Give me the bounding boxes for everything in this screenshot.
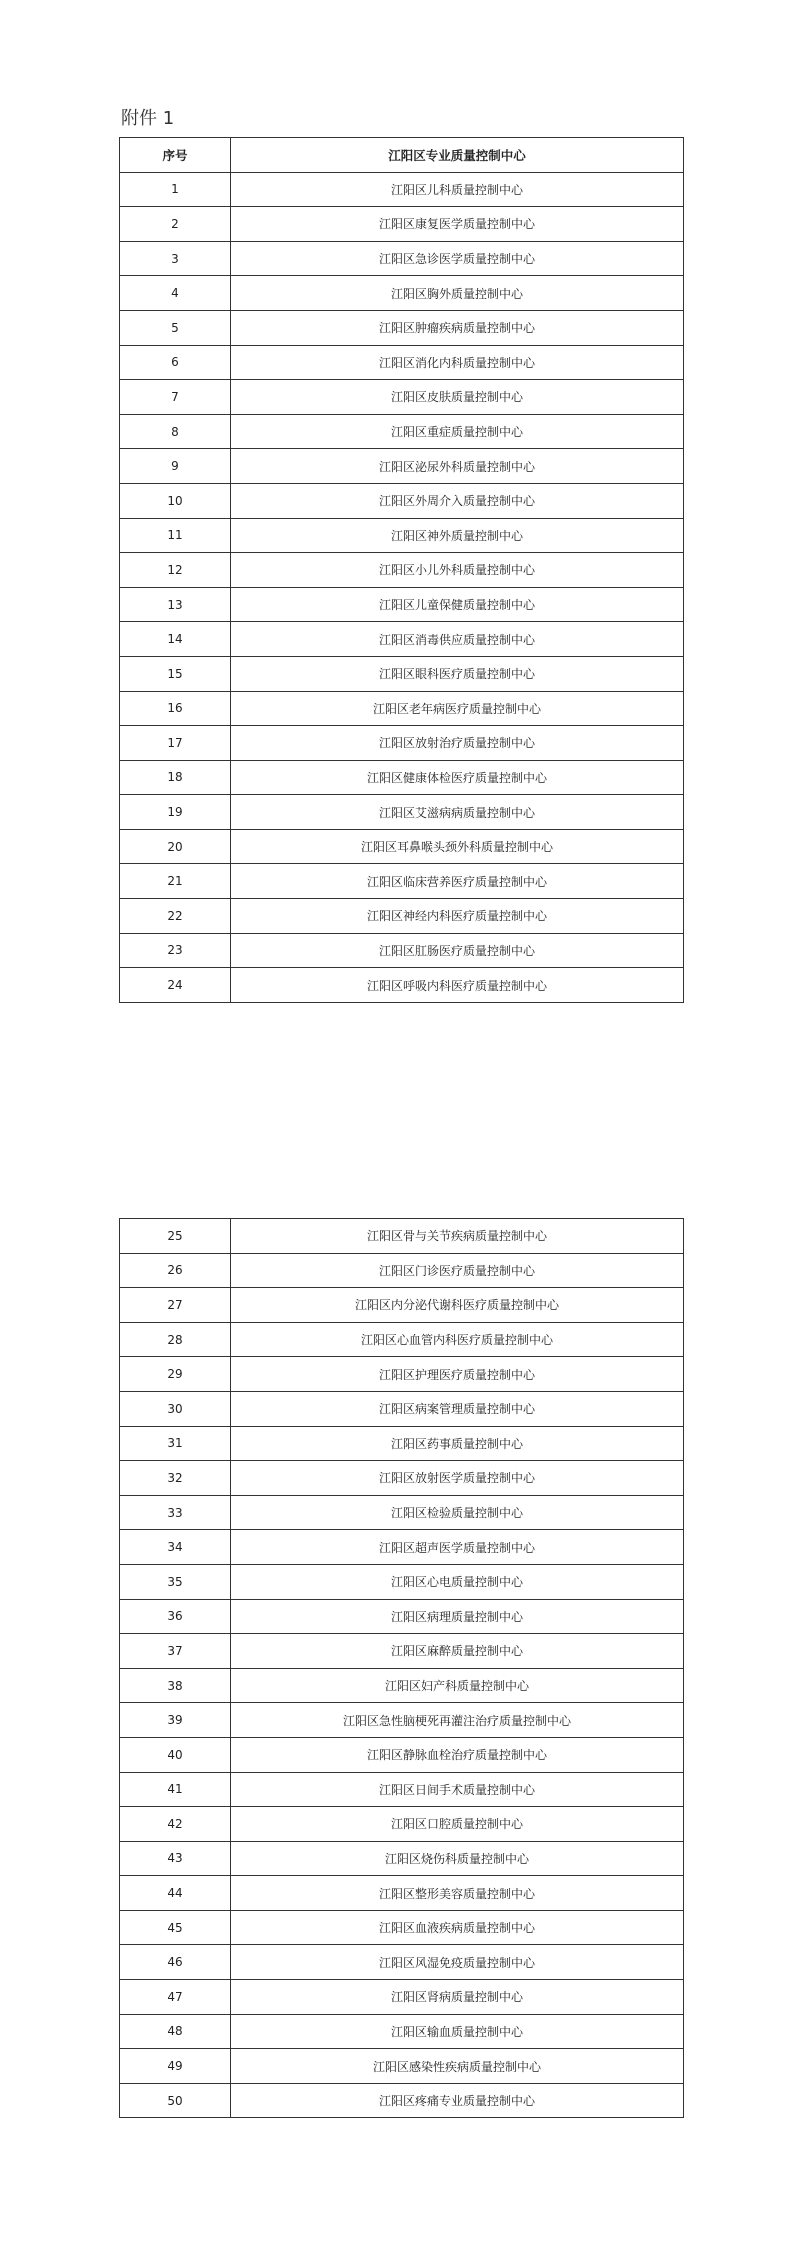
center-name-cell: 江阳区放射医学质量控制中心: [231, 1461, 684, 1496]
center-name-cell: 江阳区烧伤科质量控制中心: [231, 1841, 684, 1876]
quality-center-table-part-1: [119, 137, 684, 1003]
serial-number-cell: 27: [120, 1288, 231, 1323]
table-row: [120, 1530, 684, 1565]
table-header-row: [120, 138, 684, 173]
center-name-cell: 江阳区肾病质量控制中心: [231, 1980, 684, 2015]
table-row: [120, 864, 684, 899]
center-name-cell: 江阳区消化内科质量控制中心: [231, 345, 684, 380]
center-name-cell: 江阳区儿童保健质量控制中心: [231, 587, 684, 622]
table-row: [120, 449, 684, 484]
table-row: [120, 2083, 684, 2118]
serial-number-cell: 31: [120, 1426, 231, 1461]
table-row: [120, 587, 684, 622]
center-name-cell: 江阳区口腔质量控制中心: [231, 1807, 684, 1842]
table-row: [120, 2014, 684, 2049]
center-name-cell: 江阳区眼科医疗质量控制中心: [231, 656, 684, 691]
center-name-cell: 江阳区重症质量控制中心: [231, 414, 684, 449]
center-name-cell: 江阳区日间手术质量控制中心: [231, 1772, 684, 1807]
serial-number-cell: 9: [120, 449, 231, 484]
table-row: [120, 691, 684, 726]
center-name-cell: 江阳区检验质量控制中心: [231, 1495, 684, 1530]
serial-number-cell: 38: [120, 1668, 231, 1703]
serial-number-cell: 14: [120, 622, 231, 657]
table-row: [120, 1253, 684, 1288]
serial-number-cell: 48: [120, 2014, 231, 2049]
serial-number-cell: 11: [120, 518, 231, 553]
serial-number-cell: 49: [120, 2049, 231, 2084]
serial-number-cell: 32: [120, 1461, 231, 1496]
center-name-cell: 江阳区呼吸内科医疗质量控制中心: [231, 968, 684, 1003]
serial-number-cell: 22: [120, 899, 231, 934]
table-row: [120, 1461, 684, 1496]
serial-number-cell: 42: [120, 1807, 231, 1842]
serial-number-cell: 33: [120, 1495, 231, 1530]
center-name-cell: 江阳区小儿外科质量控制中心: [231, 553, 684, 588]
table-row: [120, 1910, 684, 1945]
center-name-cell: 江阳区神经内科医疗质量控制中心: [231, 899, 684, 934]
serial-number-cell: 36: [120, 1599, 231, 1634]
table-row: [120, 1703, 684, 1738]
serial-number-cell: 23: [120, 933, 231, 968]
header-serial-number: 序号: [120, 138, 231, 173]
table-row: [120, 1599, 684, 1634]
table-row: [120, 2049, 684, 2084]
center-name-cell: 江阳区风湿免疫质量控制中心: [231, 1945, 684, 1980]
serial-number-cell: 24: [120, 968, 231, 1003]
table-row: [120, 1668, 684, 1703]
serial-number-cell: 10: [120, 483, 231, 518]
center-name-cell: 江阳区疼痛专业质量控制中心: [231, 2083, 684, 2118]
table-row: [120, 241, 684, 276]
serial-number-cell: 4: [120, 276, 231, 311]
table-row: [120, 172, 684, 207]
table-row: [120, 829, 684, 864]
attachment-label: 附件 1: [121, 108, 175, 129]
table-row: [120, 518, 684, 553]
table-row: [120, 1841, 684, 1876]
center-name-cell: 江阳区康复医学质量控制中心: [231, 207, 684, 242]
serial-number-cell: 6: [120, 345, 231, 380]
serial-number-cell: 41: [120, 1772, 231, 1807]
serial-number-cell: 12: [120, 553, 231, 588]
table-row: [120, 968, 684, 1003]
center-name-cell: 江阳区骨与关节疾病质量控制中心: [231, 1219, 684, 1254]
table-row: [120, 1945, 684, 1980]
center-name-cell: 江阳区肛肠医疗质量控制中心: [231, 933, 684, 968]
center-name-cell: 江阳区皮肤质量控制中心: [231, 380, 684, 415]
center-name-cell: 江阳区耳鼻喉头颈外科质量控制中心: [231, 829, 684, 864]
center-name-cell: 江阳区艾滋病病质量控制中心: [231, 795, 684, 830]
serial-number-cell: 18: [120, 760, 231, 795]
center-name-cell: 江阳区感染性疾病质量控制中心: [231, 2049, 684, 2084]
center-name-cell: 江阳区麻醉质量控制中心: [231, 1634, 684, 1669]
serial-number-cell: 19: [120, 795, 231, 830]
center-name-cell: 江阳区门诊医疗质量控制中心: [231, 1253, 684, 1288]
center-name-cell: 江阳区药事质量控制中心: [231, 1426, 684, 1461]
center-name-cell: 江阳区内分泌代谢科医疗质量控制中心: [231, 1288, 684, 1323]
table-row: [120, 553, 684, 588]
serial-number-cell: 30: [120, 1391, 231, 1426]
center-name-cell: 江阳区老年病医疗质量控制中心: [231, 691, 684, 726]
center-name-cell: 江阳区外周介入质量控制中心: [231, 483, 684, 518]
table-row: [120, 310, 684, 345]
serial-number-cell: 34: [120, 1530, 231, 1565]
table-row: [120, 276, 684, 311]
center-name-cell: 江阳区神外质量控制中心: [231, 518, 684, 553]
center-name-cell: 江阳区静脉血栓治疗质量控制中心: [231, 1737, 684, 1772]
table-row: [120, 1219, 684, 1254]
serial-number-cell: 47: [120, 1980, 231, 2015]
center-name-cell: 江阳区病案管理质量控制中心: [231, 1391, 684, 1426]
table-row: [120, 1288, 684, 1323]
serial-number-cell: 8: [120, 414, 231, 449]
center-name-cell: 江阳区泌尿外科质量控制中心: [231, 449, 684, 484]
table-row: [120, 1322, 684, 1357]
serial-number-cell: 40: [120, 1737, 231, 1772]
table-row: [120, 1426, 684, 1461]
center-name-cell: 江阳区消毒供应质量控制中心: [231, 622, 684, 657]
serial-number-cell: 17: [120, 726, 231, 761]
serial-number-cell: 1: [120, 172, 231, 207]
serial-number-cell: 25: [120, 1219, 231, 1254]
serial-number-cell: 29: [120, 1357, 231, 1392]
serial-number-cell: 7: [120, 380, 231, 415]
center-name-cell: 江阳区超声医学质量控制中心: [231, 1530, 684, 1565]
table-row: [120, 1807, 684, 1842]
center-name-cell: 江阳区病理质量控制中心: [231, 1599, 684, 1634]
center-name-cell: 江阳区急诊医学质量控制中心: [231, 241, 684, 276]
table-row: [120, 1564, 684, 1599]
table-row: [120, 380, 684, 415]
serial-number-cell: 35: [120, 1564, 231, 1599]
table-row: [120, 1357, 684, 1392]
center-name-cell: 江阳区心电质量控制中心: [231, 1564, 684, 1599]
center-name-cell: 江阳区健康体检医疗质量控制中心: [231, 760, 684, 795]
serial-number-cell: 43: [120, 1841, 231, 1876]
table-row: [120, 207, 684, 242]
center-name-cell: 江阳区血液疾病质量控制中心: [231, 1910, 684, 1945]
serial-number-cell: 20: [120, 829, 231, 864]
serial-number-cell: 3: [120, 241, 231, 276]
table-row: [120, 483, 684, 518]
table-row: [120, 795, 684, 830]
table-row: [120, 656, 684, 691]
header-center-name: 江阳区专业质量控制中心: [231, 138, 684, 173]
center-name-cell: 江阳区放射治疗质量控制中心: [231, 726, 684, 761]
serial-number-cell: 5: [120, 310, 231, 345]
center-name-cell: 江阳区儿科质量控制中心: [231, 172, 684, 207]
center-name-cell: 江阳区急性脑梗死再灌注治疗质量控制中心: [231, 1703, 684, 1738]
center-name-cell: 江阳区整形美容质量控制中心: [231, 1876, 684, 1911]
serial-number-cell: 28: [120, 1322, 231, 1357]
serial-number-cell: 15: [120, 656, 231, 691]
serial-number-cell: 16: [120, 691, 231, 726]
table-row: [120, 899, 684, 934]
serial-number-cell: 21: [120, 864, 231, 899]
center-name-cell: 江阳区妇产科质量控制中心: [231, 1668, 684, 1703]
table-row: [120, 1495, 684, 1530]
table-row: [120, 760, 684, 795]
center-name-cell: 江阳区胸外质量控制中心: [231, 276, 684, 311]
table-row: [120, 933, 684, 968]
center-name-cell: 江阳区肿瘤疾病质量控制中心: [231, 310, 684, 345]
table-row: [120, 1980, 684, 2015]
quality-center-table-part-2: [119, 1218, 684, 2118]
serial-number-cell: 50: [120, 2083, 231, 2118]
serial-number-cell: 46: [120, 1945, 231, 1980]
table-row: [120, 622, 684, 657]
table-row: [120, 345, 684, 380]
serial-number-cell: 13: [120, 587, 231, 622]
serial-number-cell: 37: [120, 1634, 231, 1669]
table-row: [120, 1634, 684, 1669]
center-name-cell: 江阳区输血质量控制中心: [231, 2014, 684, 2049]
serial-number-cell: 26: [120, 1253, 231, 1288]
center-name-cell: 江阳区心血管内科医疗质量控制中心: [231, 1322, 684, 1357]
table-row: [120, 726, 684, 761]
table-row: [120, 1876, 684, 1911]
serial-number-cell: 45: [120, 1910, 231, 1945]
center-name-cell: 江阳区临床营养医疗质量控制中心: [231, 864, 684, 899]
serial-number-cell: 39: [120, 1703, 231, 1738]
serial-number-cell: 44: [120, 1876, 231, 1911]
serial-number-cell: 2: [120, 207, 231, 242]
center-name-cell: 江阳区护理医疗质量控制中心: [231, 1357, 684, 1392]
table-row: [120, 1391, 684, 1426]
table-row: [120, 1737, 684, 1772]
table-row: [120, 414, 684, 449]
table-row: [120, 1772, 684, 1807]
